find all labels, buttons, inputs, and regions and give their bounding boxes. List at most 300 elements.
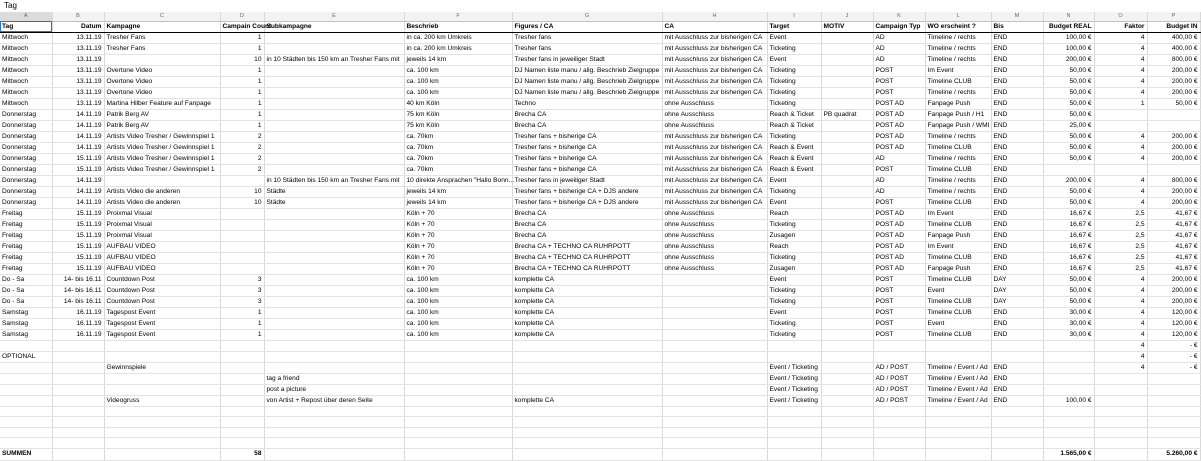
cell-c[interactable] <box>104 427 220 438</box>
cell-m[interactable]: END <box>991 219 1043 230</box>
cell-p[interactable] <box>1147 395 1200 406</box>
cell-j[interactable] <box>821 241 873 252</box>
cell-g[interactable]: Brecha CA + TECHNO CA RUHRPOTT <box>512 263 662 274</box>
cell-d[interactable]: 3 <box>220 274 264 285</box>
cell-b[interactable]: 13.11.19 <box>52 98 104 109</box>
cell-e[interactable] <box>264 362 404 373</box>
cell-n[interactable]: 16,67 € <box>1043 241 1094 252</box>
cell-h[interactable]: H <box>662 12 767 21</box>
cell-n[interactable]: 30,00 € <box>1043 318 1094 329</box>
cell-g[interactable]: komplette CA <box>512 395 662 406</box>
cell-p[interactable]: 200,00 € <box>1147 186 1200 197</box>
cell-d[interactable] <box>220 219 264 230</box>
cell-o[interactable]: 4 <box>1094 153 1147 164</box>
cell-m[interactable]: END <box>991 252 1043 263</box>
cell-h[interactable] <box>662 395 767 406</box>
cell-d[interactable] <box>220 351 264 362</box>
cell-o[interactable]: 4 <box>1094 175 1147 186</box>
cell-e[interactable] <box>264 274 404 285</box>
cell-f[interactable]: ca. 100 km <box>404 65 512 76</box>
cell-e[interactable] <box>264 252 404 263</box>
cell-n[interactable]: 50,00 € <box>1043 131 1094 142</box>
cell-o[interactable]: 4 <box>1094 197 1147 208</box>
cell-k[interactable]: POST AD <box>873 109 925 120</box>
cell-k[interactable]: Campaign Typ <box>873 21 925 32</box>
cell-m[interactable]: END <box>991 208 1043 219</box>
cell-a[interactable]: Do - Sa <box>0 274 52 285</box>
cell-c[interactable] <box>104 438 220 449</box>
cell-c[interactable]: Proixmal Visual <box>104 219 220 230</box>
cell-c[interactable]: AUFBAU VIDEO <box>104 252 220 263</box>
cell-i[interactable]: I <box>767 12 821 21</box>
cell-k[interactable]: AD / POST <box>873 384 925 395</box>
cell-j[interactable] <box>821 153 873 164</box>
cell-o[interactable]: 4 <box>1094 76 1147 87</box>
cell-l[interactable]: Timeline / rechts <box>925 32 991 43</box>
cell-b[interactable]: 14.11.19 <box>52 131 104 142</box>
cell-d[interactable] <box>220 417 264 428</box>
cell-h[interactable]: ohne Ausschluss <box>662 109 767 120</box>
cell-d[interactable] <box>220 406 264 417</box>
cell-e[interactable] <box>264 219 404 230</box>
cell-f[interactable] <box>404 373 512 384</box>
cell-f[interactable]: Köln + 70 <box>404 241 512 252</box>
cell-j[interactable] <box>821 76 873 87</box>
cell-j[interactable] <box>821 197 873 208</box>
cell-j[interactable] <box>821 362 873 373</box>
cell-h[interactable] <box>662 384 767 395</box>
cell-p[interactable] <box>1147 373 1200 384</box>
cell-e[interactable] <box>264 296 404 307</box>
cell-f[interactable]: 40 km Köln <box>404 98 512 109</box>
cell-p[interactable]: 41,67 € <box>1147 230 1200 241</box>
cell-a[interactable]: OPTIONAL <box>0 351 52 362</box>
cell-e[interactable] <box>264 340 404 351</box>
cell-g[interactable] <box>512 362 662 373</box>
cell-l[interactable]: Fanpage Push <box>925 98 991 109</box>
cell-o[interactable] <box>1094 438 1147 449</box>
cell-d[interactable]: 1 <box>220 87 264 98</box>
cell-f[interactable]: 75 km Köln <box>404 109 512 120</box>
cell-h[interactable]: mit Ausschluss zur bisherigen CA <box>662 164 767 175</box>
cell-g[interactable]: DJ Namen liste manu / allg. Beschrieb Zielgruppe <box>512 87 662 98</box>
cell-a[interactable] <box>0 417 52 428</box>
cell-g[interactable]: Tresher fans in jeweiliger Stadt <box>512 54 662 65</box>
cell-o[interactable]: 2,5 <box>1094 263 1147 274</box>
cell-d[interactable] <box>220 263 264 274</box>
cell-f[interactable]: Köln + 70 <box>404 230 512 241</box>
cell-n[interactable]: 50,00 € <box>1043 109 1094 120</box>
cell-p[interactable]: 200,00 € <box>1147 296 1200 307</box>
cell-b[interactable]: 13.11.19 <box>52 32 104 43</box>
cell-c[interactable]: Proixmal Visual <box>104 208 220 219</box>
cell-o[interactable] <box>1094 373 1147 384</box>
cell-f[interactable] <box>404 406 512 417</box>
cell-c[interactable]: Artists Video Tresher / Gewinnspiel 1 <box>104 131 220 142</box>
cell-a[interactable]: Freitag <box>0 263 52 274</box>
cell-h[interactable]: mit Ausschluss zur bisherigen CA <box>662 65 767 76</box>
cell-i[interactable]: Reach & Event <box>767 164 821 175</box>
cell-h[interactable]: ohne Ausschluss <box>662 241 767 252</box>
cell-m[interactable]: END <box>991 329 1043 340</box>
cell-l[interactable] <box>925 417 991 428</box>
cell-l[interactable]: Event <box>925 285 991 296</box>
cell-a[interactable]: Donnerstag <box>0 109 52 120</box>
cell-e[interactable]: in 10 Städten bis 150 km an Tresher Fans mit <box>264 54 404 65</box>
cell-d[interactable] <box>220 241 264 252</box>
cell-f[interactable]: Köln + 70 <box>404 219 512 230</box>
cell-n[interactable]: 25,00 € <box>1043 120 1094 131</box>
cell-f[interactable] <box>404 384 512 395</box>
cell-j[interactable] <box>821 351 873 362</box>
cell-c[interactable]: Tagespost Event <box>104 318 220 329</box>
cell-b[interactable]: 14- bis 16.11 <box>52 296 104 307</box>
cell-g[interactable]: Tresher fans + bisherige CA <box>512 131 662 142</box>
cell-e[interactable] <box>264 87 404 98</box>
cell-a[interactable] <box>0 438 52 449</box>
cell-n[interactable]: 50,00 € <box>1043 186 1094 197</box>
cell-f[interactable]: jeweils 14 km <box>404 186 512 197</box>
cell-i[interactable]: Event / Ticketing <box>767 395 821 406</box>
cell-k[interactable]: AD <box>873 186 925 197</box>
cell-o[interactable]: 1 <box>1094 98 1147 109</box>
cell-d[interactable]: 1 <box>220 120 264 131</box>
cell-l[interactable]: L <box>925 12 991 21</box>
cell-e[interactable] <box>264 98 404 109</box>
cell-n[interactable]: 16,67 € <box>1043 219 1094 230</box>
cell-n[interactable]: 16,67 € <box>1043 230 1094 241</box>
cell-p[interactable]: 50,00 € <box>1147 98 1200 109</box>
cell-a[interactable]: Tag <box>0 21 52 32</box>
cell-i[interactable]: Ticketing <box>767 87 821 98</box>
cell-c[interactable]: Artists Video die anderen <box>104 197 220 208</box>
cell-k[interactable]: AD <box>873 54 925 65</box>
cell-d[interactable]: 2 <box>220 131 264 142</box>
cell-b[interactable]: 15.11.19 <box>52 263 104 274</box>
cell-c[interactable] <box>104 54 220 65</box>
cell-c[interactable]: Overtone Video <box>104 87 220 98</box>
cell-j[interactable] <box>821 98 873 109</box>
cell-a[interactable]: Donnerstag <box>0 153 52 164</box>
cell-l[interactable]: Timeline / rechts <box>925 43 991 54</box>
cell-n[interactable]: 50,00 € <box>1043 296 1094 307</box>
cell-a[interactable]: Mittwoch <box>0 98 52 109</box>
cell-p[interactable]: 200,00 € <box>1147 274 1200 285</box>
cell-a[interactable]: Freitag <box>0 230 52 241</box>
cell-g[interactable]: Tresher fans + bisherige CA <box>512 164 662 175</box>
cell-d[interactable] <box>220 340 264 351</box>
cell-p[interactable]: 200,00 € <box>1147 131 1200 142</box>
cell-p[interactable]: P <box>1147 12 1200 21</box>
cell-c[interactable]: Proixmal Visual <box>104 230 220 241</box>
cell-g[interactable]: Brecha CA + TECHNO CA RUHRPOTT <box>512 252 662 263</box>
cell-c[interactable] <box>104 384 220 395</box>
cell-f[interactable]: ca. 100 km <box>404 307 512 318</box>
cell-m[interactable]: END <box>991 32 1043 43</box>
cell-i[interactable]: Ticketing <box>767 329 821 340</box>
cell-l[interactable]: Fanpage Push / WMI <box>925 120 991 131</box>
cell-e[interactable]: tag a friend <box>264 373 404 384</box>
cell-h[interactable] <box>662 274 767 285</box>
cell-j[interactable] <box>821 219 873 230</box>
cell-h[interactable]: mit Ausschluss zur bisherigen CA <box>662 54 767 65</box>
cell-c[interactable]: Tagespost Event <box>104 329 220 340</box>
cell-a[interactable]: Donnerstag <box>0 197 52 208</box>
cell-e[interactable] <box>264 351 404 362</box>
cell-e[interactable] <box>264 230 404 241</box>
cell-k[interactable] <box>873 417 925 428</box>
cell-k[interactable]: AD / POST <box>873 373 925 384</box>
cell-i[interactable]: Event <box>767 54 821 65</box>
cell-o[interactable]: 4 <box>1094 142 1147 153</box>
cell-e[interactable]: in 10 Städten bis 150 km an Tresher Fans mit <box>264 175 404 186</box>
cell-c[interactable]: AUFBAU VIDEO <box>104 263 220 274</box>
cell-k[interactable] <box>873 438 925 449</box>
cell-g[interactable]: Brecha CA <box>512 120 662 131</box>
cell-f[interactable]: ca. 100 km <box>404 329 512 340</box>
cell-k[interactable]: AD / POST <box>873 362 925 373</box>
cell-j[interactable] <box>821 208 873 219</box>
cell-h[interactable] <box>662 351 767 362</box>
cell-k[interactable]: AD <box>873 175 925 186</box>
cell-l[interactable]: Timeline CLUB <box>925 219 991 230</box>
cell-e[interactable] <box>264 43 404 54</box>
cell-i[interactable]: Reach & Event <box>767 142 821 153</box>
cell-i[interactable]: Ticketing <box>767 296 821 307</box>
cell-g[interactable]: Brecha CA <box>512 230 662 241</box>
cell-a[interactable]: A <box>0 12 52 21</box>
cell-g[interactable]: Tresher fans + bisherige CA + DJS andere <box>512 197 662 208</box>
cell-e[interactable] <box>264 76 404 87</box>
cell-c[interactable] <box>104 417 220 428</box>
cell-m[interactable]: END <box>991 373 1043 384</box>
cell-j[interactable] <box>821 65 873 76</box>
cell-c[interactable]: Tresher Fans <box>104 43 220 54</box>
cell-j[interactable] <box>821 142 873 153</box>
cell-f[interactable]: jeweils 14 km <box>404 54 512 65</box>
cell-k[interactable]: AD <box>873 32 925 43</box>
cell-a[interactable]: Mittwoch <box>0 43 52 54</box>
cell-j[interactable] <box>821 54 873 65</box>
cell-h[interactable]: mit Ausschluss zur bisherigen CA <box>662 131 767 142</box>
cell-f[interactable]: ca. 70km <box>404 131 512 142</box>
cell-l[interactable]: Timeline / rechts <box>925 153 991 164</box>
cell-j[interactable]: J <box>821 12 873 21</box>
cell-j[interactable] <box>821 175 873 186</box>
cell-b[interactable]: 15.11.19 <box>52 252 104 263</box>
cell-a[interactable] <box>0 373 52 384</box>
cell-f[interactable]: ca. 100 km <box>404 87 512 98</box>
cell-d[interactable] <box>220 252 264 263</box>
cell-i[interactable]: Ticketing <box>767 252 821 263</box>
cell-d[interactable]: 10 <box>220 197 264 208</box>
cell-k[interactable]: POST <box>873 76 925 87</box>
cell-c[interactable]: Artists Video Tresher / Gewinnspiel 1 <box>104 142 220 153</box>
cell-c[interactable]: Artists Video Tresher / Gewinnspiel 1 <box>104 164 220 175</box>
cell-c[interactable]: Tagespost Event <box>104 307 220 318</box>
cell-p[interactable]: - € <box>1147 340 1200 351</box>
cell-n[interactable]: 1.565,00 € <box>1043 448 1094 460</box>
cell-l[interactable]: Timeline CLUB <box>925 252 991 263</box>
cell-c[interactable]: Gewinnspiele <box>104 362 220 373</box>
cell-h[interactable] <box>662 427 767 438</box>
cell-i[interactable]: Target <box>767 21 821 32</box>
cell-n[interactable]: 50,00 € <box>1043 197 1094 208</box>
cell-k[interactable]: AD / POST <box>873 395 925 406</box>
cell-c[interactable]: Videogruss <box>104 395 220 406</box>
cell-o[interactable]: Faktor <box>1094 21 1147 32</box>
cell-a[interactable]: Freitag <box>0 241 52 252</box>
cell-k[interactable]: POST <box>873 285 925 296</box>
cell-o[interactable]: 4 <box>1094 274 1147 285</box>
cell-l[interactable]: Timeline / Event / Ad <box>925 395 991 406</box>
cell-i[interactable]: Event / Ticketing <box>767 384 821 395</box>
cell-b[interactable]: 16.11.19 <box>52 318 104 329</box>
cell-c[interactable]: Countdown Post <box>104 285 220 296</box>
cell-d[interactable] <box>220 175 264 186</box>
cell-o[interactable] <box>1094 395 1147 406</box>
cell-o[interactable] <box>1094 417 1147 428</box>
cell-c[interactable]: Countdown Post <box>104 296 220 307</box>
cell-p[interactable]: 120,00 € <box>1147 307 1200 318</box>
cell-h[interactable]: mit Ausschluss zur bisherigen CA <box>662 197 767 208</box>
cell-a[interactable]: Samstag <box>0 329 52 340</box>
cell-l[interactable]: Fanpage Push <box>925 230 991 241</box>
cell-k[interactable]: POST AD <box>873 219 925 230</box>
cell-n[interactable]: 16,67 € <box>1043 263 1094 274</box>
cell-h[interactable]: ohne Ausschluss <box>662 120 767 131</box>
cell-m[interactable]: END <box>991 164 1043 175</box>
cell-g[interactable]: Brecha CA <box>512 219 662 230</box>
cell-e[interactable] <box>264 131 404 142</box>
cell-k[interactable]: POST AD <box>873 230 925 241</box>
cell-a[interactable] <box>0 395 52 406</box>
cell-n[interactable]: 50,00 € <box>1043 153 1094 164</box>
cell-k[interactable]: POST AD <box>873 98 925 109</box>
cell-i[interactable]: Ticketing <box>767 65 821 76</box>
cell-n[interactable]: 200,00 € <box>1043 54 1094 65</box>
cell-m[interactable]: END <box>991 395 1043 406</box>
cell-b[interactable]: 13.11.19 <box>52 87 104 98</box>
cell-l[interactable]: Timeline / rechts <box>925 131 991 142</box>
cell-l[interactable] <box>925 438 991 449</box>
cell-o[interactable]: 4 <box>1094 329 1147 340</box>
cell-i[interactable]: Ticketing <box>767 285 821 296</box>
cell-e[interactable] <box>264 307 404 318</box>
cell-b[interactable] <box>52 395 104 406</box>
cell-j[interactable] <box>821 131 873 142</box>
cell-n[interactable] <box>1043 438 1094 449</box>
cell-j[interactable] <box>821 230 873 241</box>
cell-l[interactable]: Timeline / Event / Ad <box>925 362 991 373</box>
cell-j[interactable] <box>821 329 873 340</box>
cell-o[interactable]: O <box>1094 12 1147 21</box>
cell-i[interactable]: Event <box>767 274 821 285</box>
cell-h[interactable]: ohne Ausschluss <box>662 208 767 219</box>
cell-e[interactable] <box>264 448 404 460</box>
cell-j[interactable] <box>821 263 873 274</box>
cell-n[interactable]: 16,67 € <box>1043 208 1094 219</box>
cell-g[interactable]: Brecha CA <box>512 109 662 120</box>
cell-a[interactable]: Mittwoch <box>0 65 52 76</box>
cell-e[interactable] <box>264 329 404 340</box>
cell-i[interactable]: Event <box>767 175 821 186</box>
cell-n[interactable] <box>1043 340 1094 351</box>
cell-a[interactable] <box>0 406 52 417</box>
cell-d[interactable]: 1 <box>220 329 264 340</box>
cell-l[interactable]: Timeline / rechts <box>925 54 991 65</box>
cell-p[interactable]: 41,67 € <box>1147 263 1200 274</box>
cell-f[interactable]: F <box>404 12 512 21</box>
cell-e[interactable] <box>264 208 404 219</box>
cell-k[interactable] <box>873 351 925 362</box>
cell-b[interactable] <box>52 340 104 351</box>
cell-m[interactable] <box>991 417 1043 428</box>
cell-i[interactable] <box>767 351 821 362</box>
cell-f[interactable]: ca. 100 km <box>404 76 512 87</box>
cell-b[interactable]: 13.11.19 <box>52 54 104 65</box>
cell-g[interactable]: Tresher fans <box>512 32 662 43</box>
cell-g[interactable] <box>512 351 662 362</box>
cell-b[interactable]: 14.11.19 <box>52 109 104 120</box>
cell-l[interactable]: Timeline CLUB <box>925 296 991 307</box>
cell-p[interactable]: 800,00 € <box>1147 54 1200 65</box>
cell-p[interactable] <box>1147 427 1200 438</box>
cell-k[interactable]: POST <box>873 164 925 175</box>
cell-m[interactable]: END <box>991 109 1043 120</box>
cell-o[interactable]: 4 <box>1094 362 1147 373</box>
cell-n[interactable] <box>1043 427 1094 438</box>
cell-m[interactable]: END <box>991 153 1043 164</box>
cell-e[interactable] <box>264 164 404 175</box>
cell-c[interactable] <box>104 448 220 460</box>
cell-b[interactable]: 15.11.19 <box>52 219 104 230</box>
cell-h[interactable] <box>662 417 767 428</box>
cell-h[interactable]: ohne Ausschluss <box>662 219 767 230</box>
cell-b[interactable]: 15.11.19 <box>52 230 104 241</box>
cell-g[interactable]: komplette CA <box>512 307 662 318</box>
cell-f[interactable] <box>404 362 512 373</box>
cell-k[interactable]: POST <box>873 296 925 307</box>
cell-m[interactable] <box>991 340 1043 351</box>
cell-f[interactable]: Köln + 70 <box>404 252 512 263</box>
cell-m[interactable]: DAY <box>991 274 1043 285</box>
cell-d[interactable]: 1 <box>220 318 264 329</box>
cell-h[interactable]: mit Ausschluss zur bisherigen CA <box>662 32 767 43</box>
cell-d[interactable]: 1 <box>220 307 264 318</box>
cell-n[interactable]: Budget REAL <box>1043 21 1094 32</box>
cell-k[interactable]: POST <box>873 274 925 285</box>
cell-m[interactable]: END <box>991 197 1043 208</box>
cell-p[interactable]: 200,00 € <box>1147 153 1200 164</box>
cell-b[interactable]: 14.11.19 <box>52 142 104 153</box>
cell-d[interactable] <box>220 384 264 395</box>
cell-a[interactable]: Do - Sa <box>0 296 52 307</box>
cell-m[interactable]: END <box>991 307 1043 318</box>
cell-o[interactable] <box>1094 427 1147 438</box>
cell-m[interactable]: END <box>991 241 1043 252</box>
cell-a[interactable]: Mittwoch <box>0 54 52 65</box>
cell-b[interactable]: 14.11.19 <box>52 120 104 131</box>
cell-d[interactable] <box>220 362 264 373</box>
cell-h[interactable] <box>662 329 767 340</box>
cell-c[interactable]: C <box>104 12 220 21</box>
cell-d[interactable]: D <box>220 12 264 21</box>
cell-p[interactable]: - € <box>1147 362 1200 373</box>
cell-p[interactable]: 400,00 € <box>1147 32 1200 43</box>
cell-h[interactable]: ohne Ausschluss <box>662 252 767 263</box>
cell-m[interactable]: END <box>991 318 1043 329</box>
